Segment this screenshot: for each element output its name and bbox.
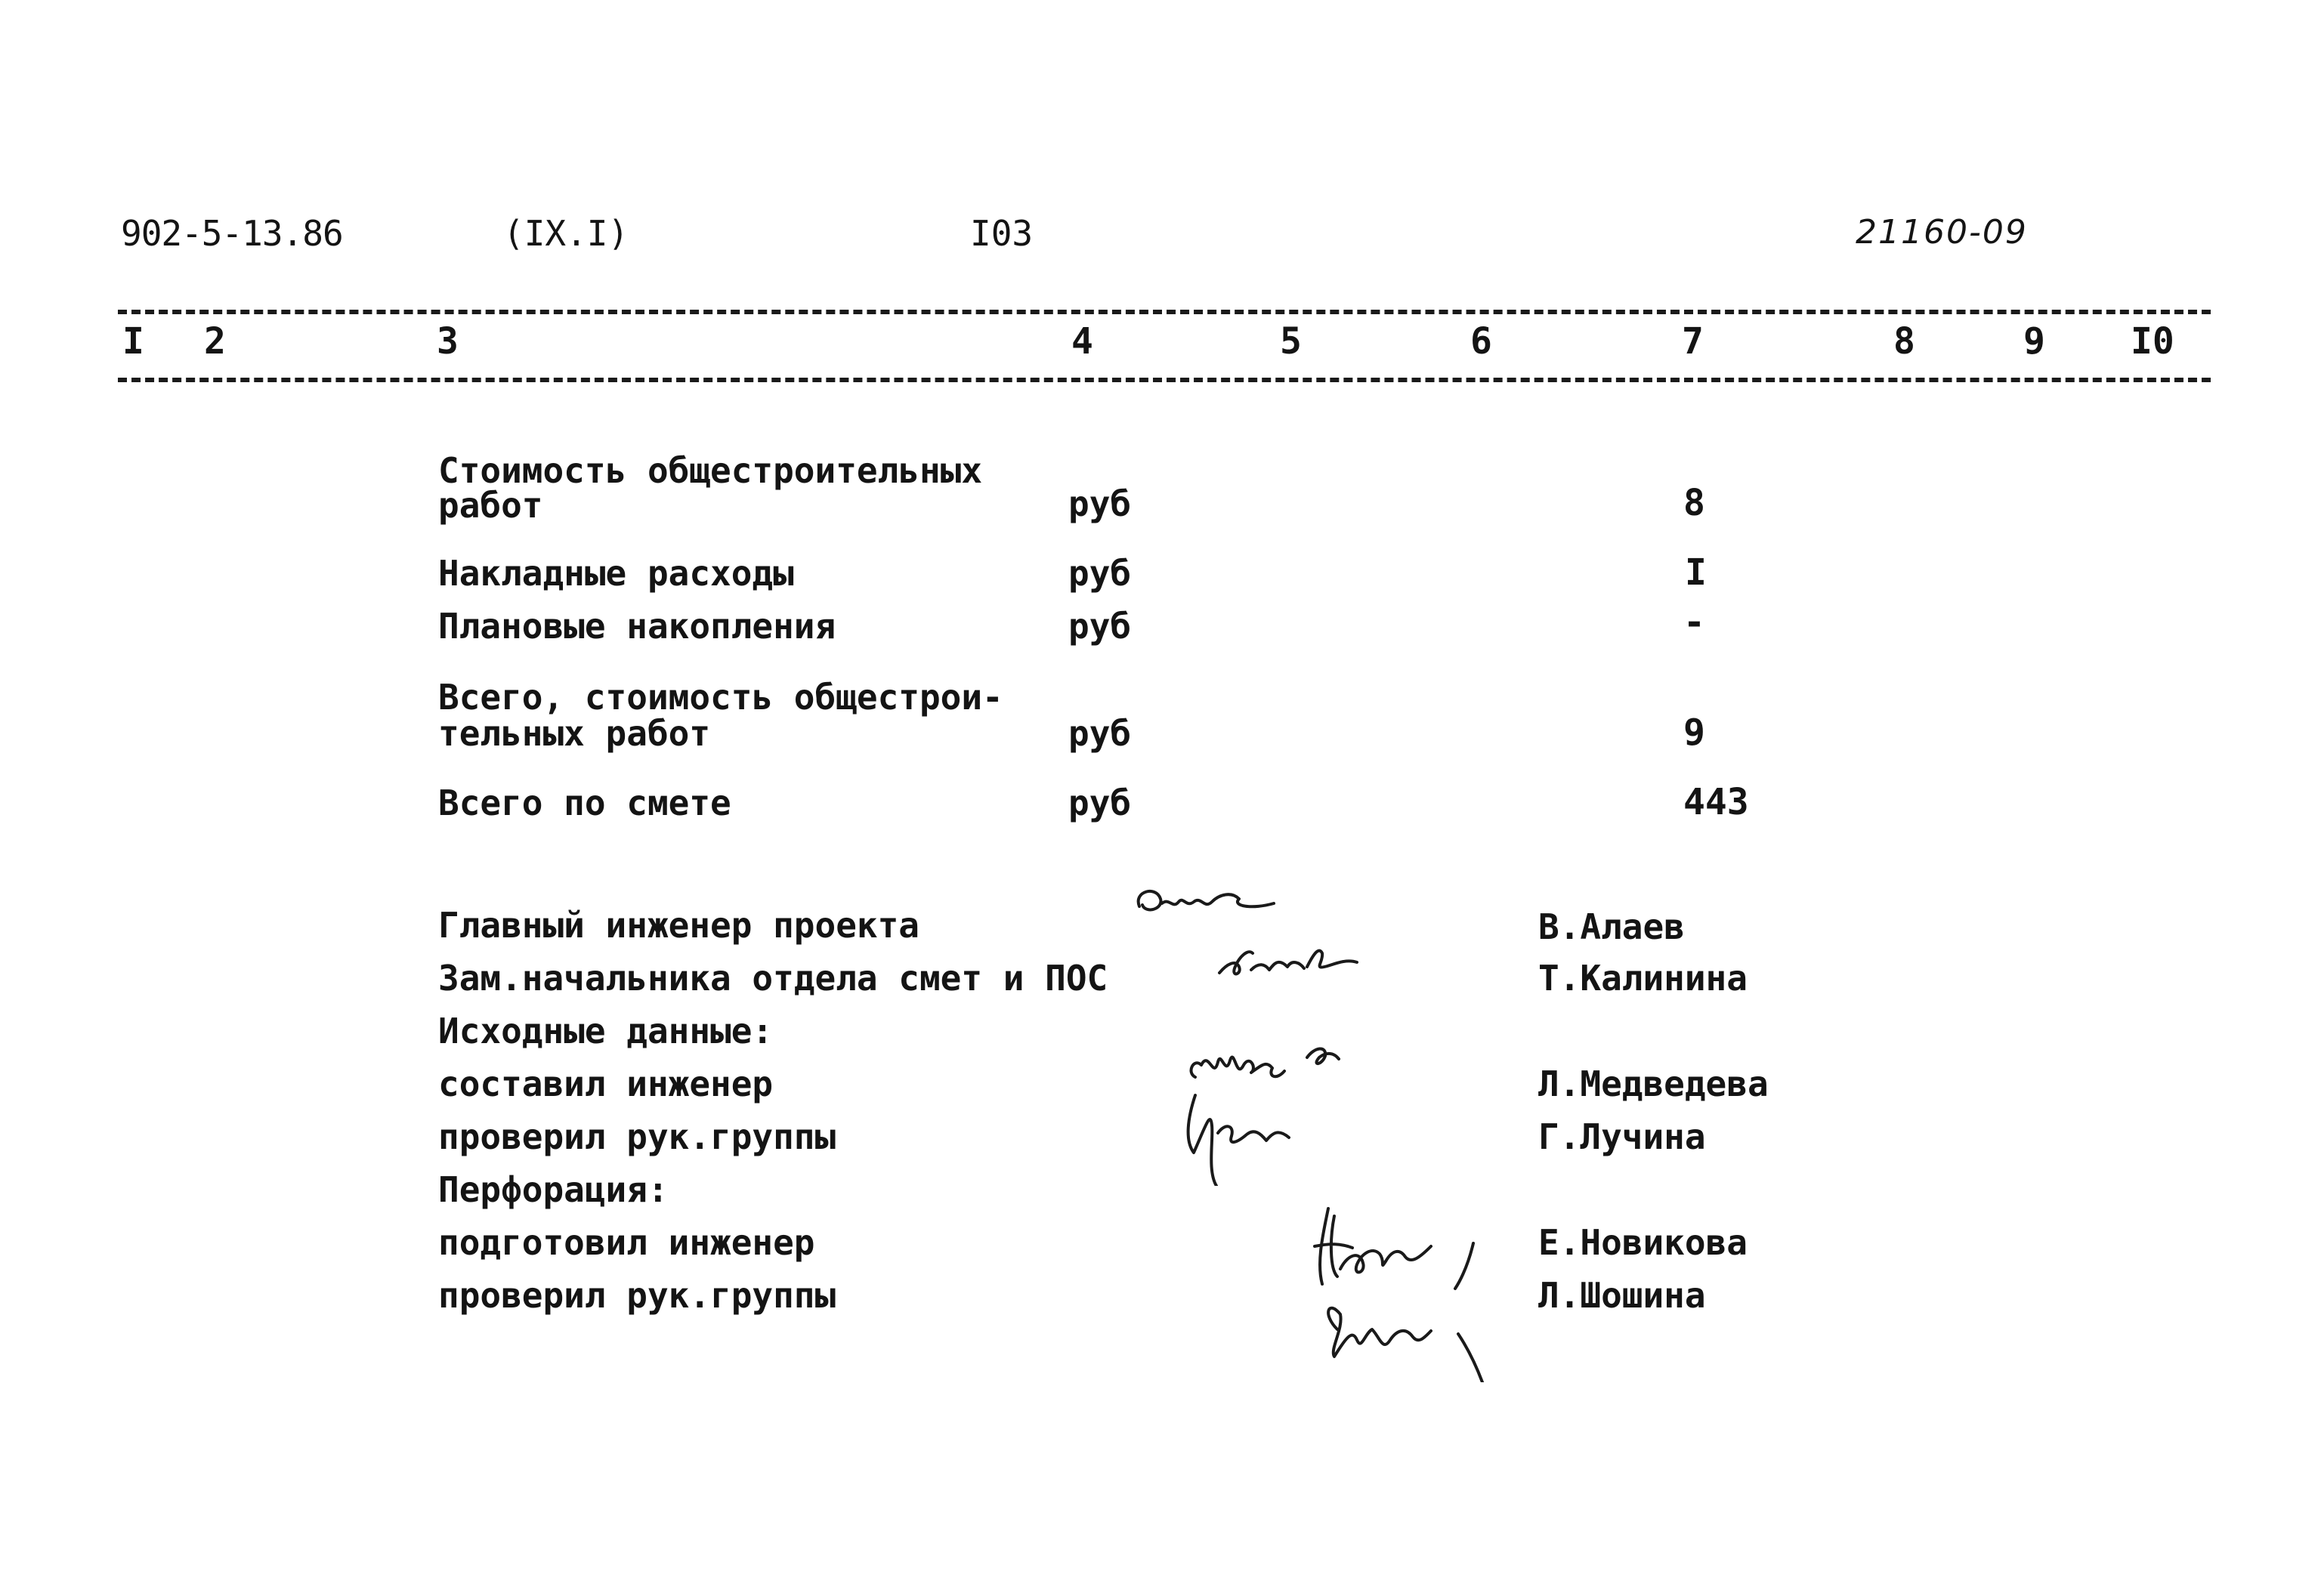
signatory-name: Е.Новикова <box>1538 1222 1748 1263</box>
signature-role: проверил рук.группы <box>438 1116 836 1157</box>
signatory-name: Т.Калинина <box>1538 958 1748 999</box>
row-value: I <box>1685 551 1707 594</box>
column-number: 9 <box>2023 320 2045 363</box>
row-unit: руб <box>1068 606 1132 647</box>
section-number: (IX.I) <box>503 213 629 254</box>
column-number: 8 <box>1893 320 1915 363</box>
row-description: Всего, стоимость общестрои- <box>438 677 1003 718</box>
row-unit: руб <box>1068 553 1132 594</box>
signature-role: Главный инженер проекта <box>438 905 919 946</box>
column-number: 5 <box>1280 320 1302 363</box>
document-code: 902-5-13.86 <box>121 213 343 254</box>
signatory-name: В.Алаев <box>1538 906 1685 947</box>
column-number: I0 <box>2131 320 2174 363</box>
handwritten-signature <box>1307 1201 1519 1382</box>
column-number: 2 <box>204 320 226 363</box>
signatory-name: Г.Лучина <box>1538 1116 1706 1157</box>
signature-section-heading: Перфорация: <box>438 1169 669 1210</box>
inventory-number: 21160-09 <box>1856 213 2028 252</box>
column-header-top-rule <box>118 310 2211 314</box>
signature-role: Зам.начальника отдела смет и ПОС <box>438 958 1108 999</box>
row-description: Плановые накопления <box>438 606 836 647</box>
row-unit: руб <box>1068 713 1132 754</box>
column-header-bottom-rule <box>118 378 2211 382</box>
signatory-name: Л.Медведева <box>1538 1063 1769 1104</box>
column-number: 7 <box>1682 320 1704 363</box>
row-description: работ <box>438 485 543 526</box>
row-value: 8 <box>1683 482 1705 524</box>
column-number: 3 <box>437 320 459 363</box>
row-value: 443 <box>1683 781 1749 823</box>
column-number: 6 <box>1470 320 1492 363</box>
row-unit: руб <box>1068 483 1132 524</box>
handwritten-signature <box>1179 1080 1330 1186</box>
signature-role: составил инженер <box>438 1063 774 1104</box>
signature-section-heading: Исходные данные: <box>438 1011 774 1051</box>
row-unit: руб <box>1068 783 1132 823</box>
signatory-name: Л.Шошина <box>1538 1275 1706 1316</box>
column-number: I <box>122 320 144 363</box>
handwritten-signature <box>1126 876 1307 937</box>
row-value: - <box>1683 601 1705 644</box>
signature-role: подготовил инженер <box>438 1222 815 1263</box>
handwritten-signature <box>1209 937 1390 989</box>
column-number: 4 <box>1071 320 1093 363</box>
row-value: 9 <box>1683 712 1705 754</box>
row-description: Стоимость общестроительных <box>438 450 983 491</box>
row-description: тельных работ <box>438 713 711 754</box>
page-number: I03 <box>970 213 1034 254</box>
row-description: Накладные расходы <box>438 553 794 594</box>
signature-role: проверил рук.группы <box>438 1275 836 1316</box>
row-description: Всего по смете <box>438 783 731 823</box>
